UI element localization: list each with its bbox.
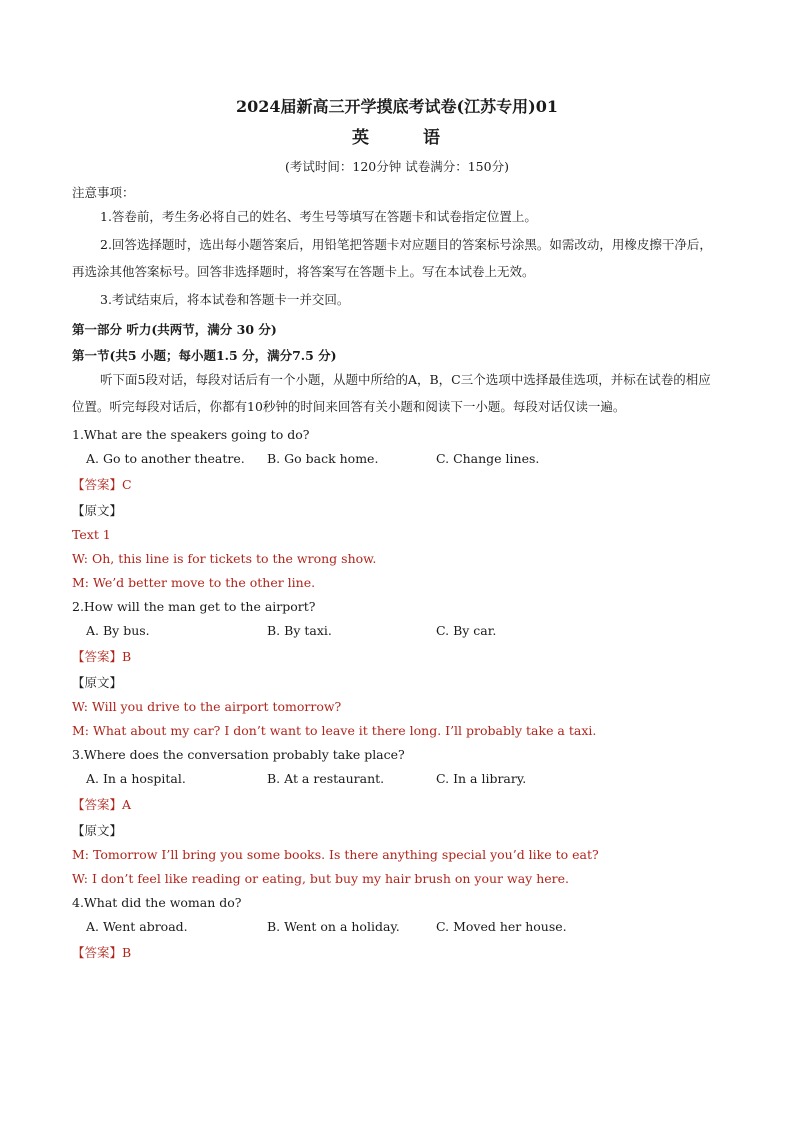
section1-heading: 第一节(共5 小题；每小题1.5 分，满分7.5 分) [72, 348, 337, 363]
script-tag-2: 【原文】 [72, 675, 123, 690]
script-tag-1: 【原文】 [72, 503, 123, 518]
subject-heading [72, 126, 722, 150]
option-a: A. In a hospital. [86, 771, 186, 786]
option-c: C. Change lines. [436, 451, 540, 466]
script-tag-3: 【原文】 [72, 823, 123, 838]
option-c: C. In a library. [436, 771, 527, 786]
question-2: 2.How will the man get to the airport? [72, 599, 316, 614]
option-b: B. Went on a holiday. [267, 919, 400, 934]
answer-1 [72, 476, 722, 494]
option-a: A. By bus. [86, 623, 150, 638]
script-line: M: We’d better move to the other line. [72, 575, 316, 590]
answer-tag: 【答案】 [72, 477, 123, 492]
listening-instructions: 听下面5段对话，每段对话后有一个小题，从题中所给的A，B，C三个选项中选择最佳选项，并标在试卷的相应位置。听完每段对话后，你都有10秒钟的时间来回答有关小题和阅读下一小题。每段对话仅读一遍。 [72, 372, 711, 414]
option-b: B. By taxi. [267, 623, 332, 638]
answer-value: B [122, 649, 132, 664]
answer-value: A [122, 797, 132, 812]
option-b: B. At a restaurant. [267, 771, 385, 786]
option-c: C. Moved her house. [436, 919, 567, 934]
notice-item-1: 1.答卷前，考生务必将自己的姓名、考生号等填写在答题卡和试卷指定位置上。 [100, 209, 537, 224]
answer-3 [72, 796, 722, 814]
question-1: 1.What are the speakers going to do? [72, 427, 310, 442]
part1-heading: 第一部分 听力(共两节，满分 30 分) [72, 322, 277, 337]
answer-2 [72, 648, 722, 666]
answer-value: B [122, 945, 132, 960]
option-c: C. By car. [436, 623, 497, 638]
notice-heading: 注意事项： [72, 185, 135, 200]
answer-value: C [122, 477, 132, 492]
question-3-options [72, 770, 722, 788]
answer-tag: 【答案】 [72, 797, 123, 812]
answer-tag: 【答案】 [72, 649, 123, 664]
subject-char-2: 语 [423, 128, 442, 148]
option-a: A. Go to another theatre. [86, 451, 245, 466]
script-line: W: I don’t feel like reading or eating, but buy my hair brush on your way here. [72, 871, 569, 886]
exam-time-info: (考试时间：120分钟 试卷满分：150分) [285, 159, 509, 174]
subject-char-1: 英 [352, 128, 371, 148]
script-line: W: Oh, this line is for tickets to the wrong show. [72, 551, 377, 566]
script-line: M: Tomorrow I’ll bring you some books. Is there anything special you’d like to eat? [72, 847, 599, 862]
answer-tag: 【答案】 [72, 945, 123, 960]
question-4-options [72, 918, 722, 936]
option-b: B. Go back home. [267, 451, 379, 466]
question-4: 4.What did the woman do? [72, 895, 242, 910]
notice-item-3: 3.考试结束后，将本试卷和答题卡一并交回。 [100, 292, 350, 307]
notice-item-2: 2.回答选择题时，选出每小题答案后，用铅笔把答题卡对应题目的答案标号涂黑。如需改动，用橡皮擦干净后，再选涂其他答案标号。回答非选择题时，将答案写在答题卡上。写在本试卷上无效。 [72, 237, 712, 279]
script-line: W: Will you drive to the airport tomorrow? [72, 699, 342, 714]
text-label-1: Text 1 [72, 527, 111, 542]
question-2-options [72, 622, 722, 640]
question-1-options [72, 450, 722, 468]
answer-4 [72, 944, 722, 962]
exam-title: 2024届新高三开学摸底考试卷(江苏专用)01 [236, 97, 558, 116]
exam-page [72, 96, 722, 962]
option-a: A. Went abroad. [86, 919, 188, 934]
question-3: 3.Where does the conversation probably take place? [72, 747, 405, 762]
script-line: M: What about my car? I don’t want to leave it there long. I’ll probably take a taxi. [72, 723, 597, 738]
